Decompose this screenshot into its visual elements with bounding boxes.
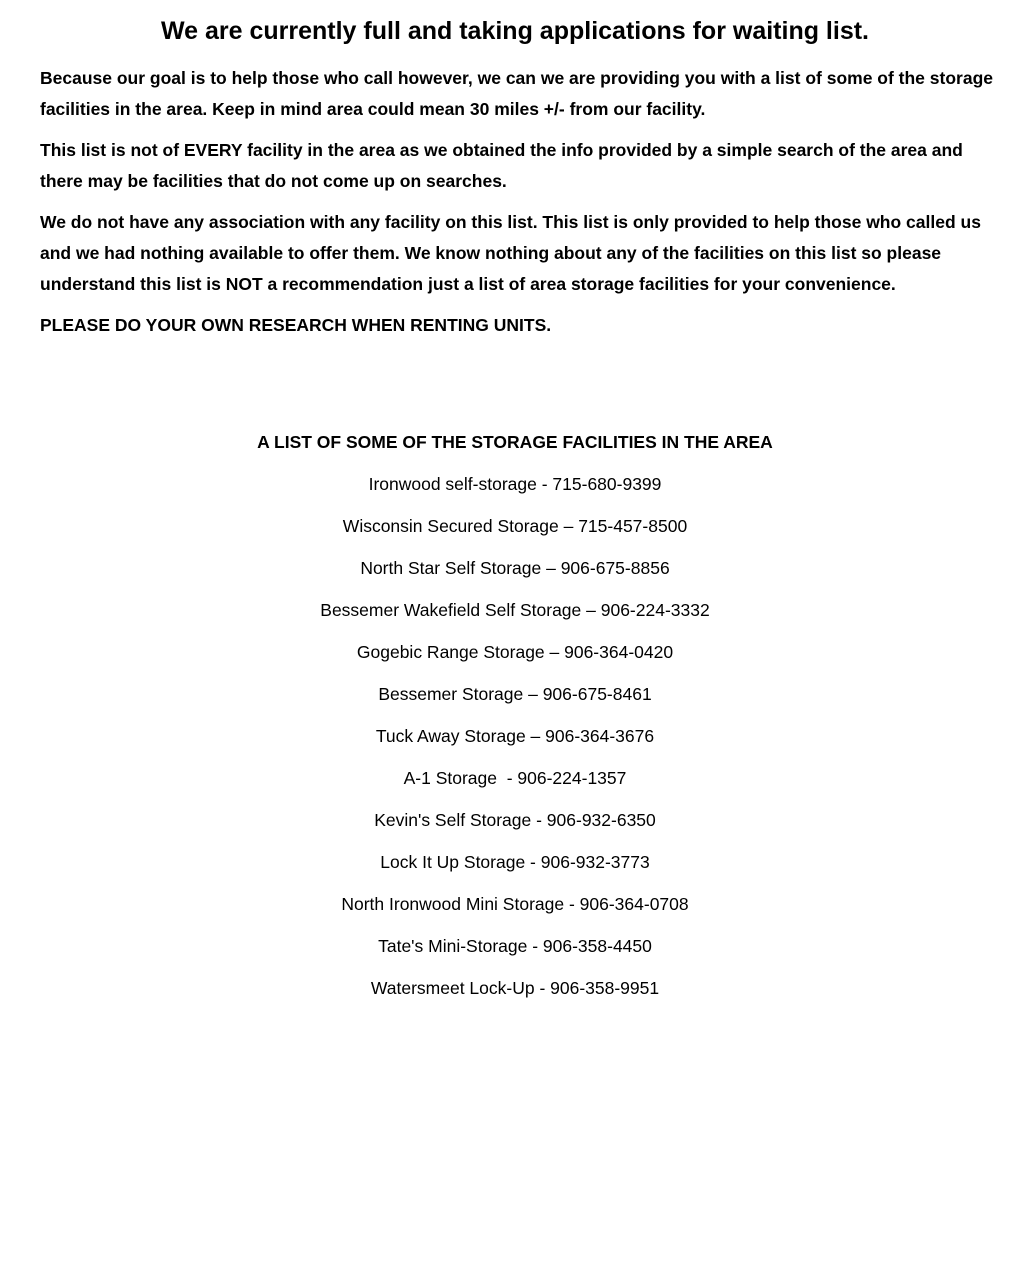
intro-paragraph-disclaimer: We do not have any association with any facility on this list. This list is only provided to help those who called us and we had nothing available to offer them. We know nothing about any of the facilities on this list so please understand this list is NOT a recommendation just a list of area storage facilities for your convenience. — [40, 212, 981, 294]
list-item: Bessemer Wakefield Self Storage – 906-224-3332 — [320, 600, 710, 620]
list-item: Watersmeet Lock-Up - 906-358-9951 — [370, 978, 660, 998]
page-title: We are currently full and taking applications for waiting list. — [161, 17, 869, 45]
list-item: Wisconsin Secured Storage – 715-457-8500 — [342, 516, 688, 536]
intro-paragraph-research: PLEASE DO YOUR OWN RESEARCH WHEN RENTING UNITS. — [40, 315, 552, 335]
intro-paragraph-not-every: This list is not of EVERY facility in the area as we obtained the info provided by a simple search of the area and there may be facilities that do not come up on searches. — [40, 140, 963, 191]
facility-list-heading: A LIST OF SOME OF THE STORAGE FACILITIES IN THE AREA — [257, 432, 773, 452]
intro-section — [40, 63, 1000, 351]
list-item: Bessemer Storage – 906-675-8461 — [378, 684, 652, 704]
list-item: A-1 Storage - 906-224-1357 — [403, 768, 627, 788]
list-item: Tate's Mini-Storage - 906-358-4450 — [378, 936, 652, 956]
list-item: Kevin's Self Storage - 906-932-6350 — [374, 810, 656, 830]
list-item: Tuck Away Storage – 906-364-3676 — [375, 726, 655, 746]
list-item: Lock It Up Storage - 906-932-3773 — [380, 852, 650, 872]
list-item: North Star Self Storage – 906-675-8856 — [360, 558, 670, 578]
list-item: North Ironwood Mini Storage - 906-364-0708 — [341, 894, 689, 914]
facility-list — [0, 468, 1024, 1004]
list-item: Gogebic Range Storage – 906-364-0420 — [356, 642, 674, 662]
list-item: Ironwood self-storage - 715-680-9399 — [368, 474, 662, 494]
facility-list-section — [0, 426, 1024, 1014]
intro-paragraph-goal: Because our goal is to help those who call however, we can we are providing you with a list of some of the storage facilities in the area. Keep in mind area could mean 30 miles +/- from our facility. — [40, 68, 993, 119]
